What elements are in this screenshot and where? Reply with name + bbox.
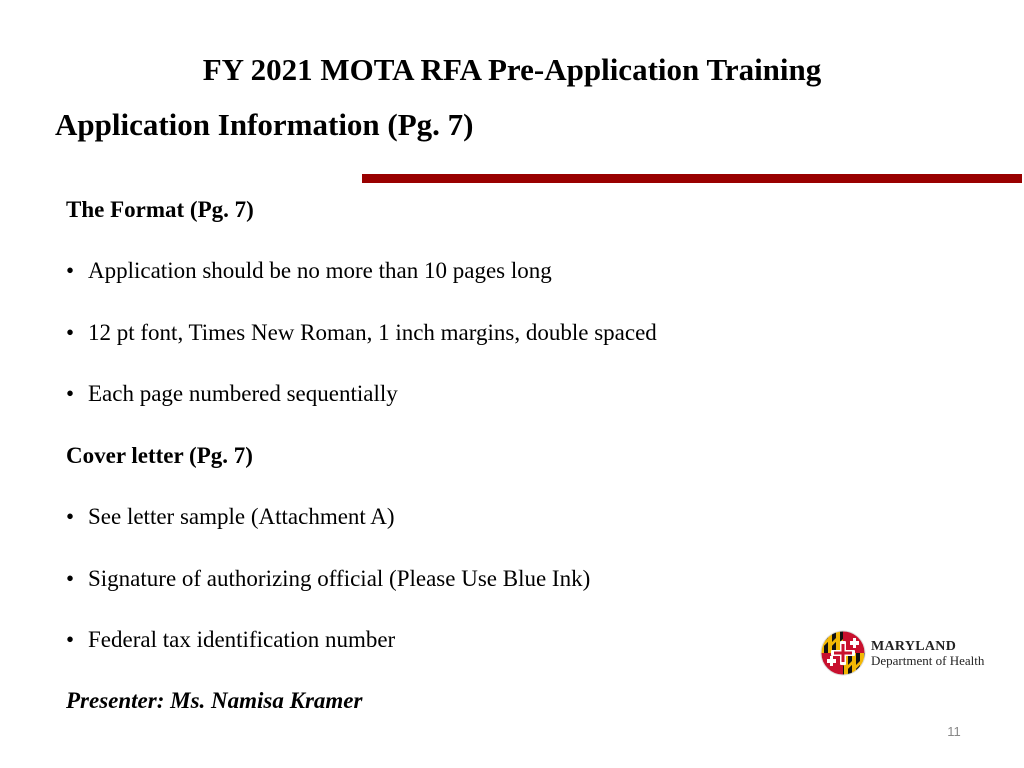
list-item-text: Federal tax identification number (88, 627, 396, 652)
list-item (66, 625, 395, 655)
list-item (66, 502, 395, 532)
logo-line-maryland: MARYLAND (871, 639, 957, 654)
section-heading-format: The Format (Pg. 7) (66, 197, 254, 222)
list-item (66, 379, 398, 409)
list-item (66, 318, 657, 348)
list-item (66, 564, 590, 594)
bullet-icon: • (66, 381, 75, 406)
maryland-flag-shield-icon (820, 630, 866, 676)
slide-title: FY 2021 MOTA RFA Pre-Application Training (202, 52, 822, 87)
section-heading-cover-letter: Cover letter (Pg. 7) (66, 443, 253, 468)
maryland-department-of-health-logo (820, 630, 1005, 676)
list-item-text: See letter sample (Attachment A) (88, 504, 395, 529)
logo-line-department: Department of Health (871, 653, 985, 668)
slide-subtitle: Application Information (Pg. 7) (55, 107, 474, 142)
bullet-icon: • (66, 566, 75, 591)
logo-wordmark (871, 640, 984, 668)
bullet-icon: • (66, 320, 75, 345)
bullet-icon: • (66, 258, 75, 283)
page-number: 11 (947, 724, 961, 739)
list-item (66, 256, 552, 286)
list-item-text: 12 pt font, Times New Roman, 1 inch margins, double spaced (88, 320, 657, 345)
bullet-icon: • (66, 627, 75, 652)
list-item-text: Each page numbered sequentially (88, 381, 398, 406)
bullet-icon: • (66, 504, 75, 529)
presenter-credit: Presenter: Ms. Namisa Kramer (66, 688, 363, 713)
list-item-text: Signature of authorizing official (Please Use Blue Ink) (88, 566, 591, 591)
list-item-text: Application should be no more than 10 pages long (88, 258, 552, 283)
